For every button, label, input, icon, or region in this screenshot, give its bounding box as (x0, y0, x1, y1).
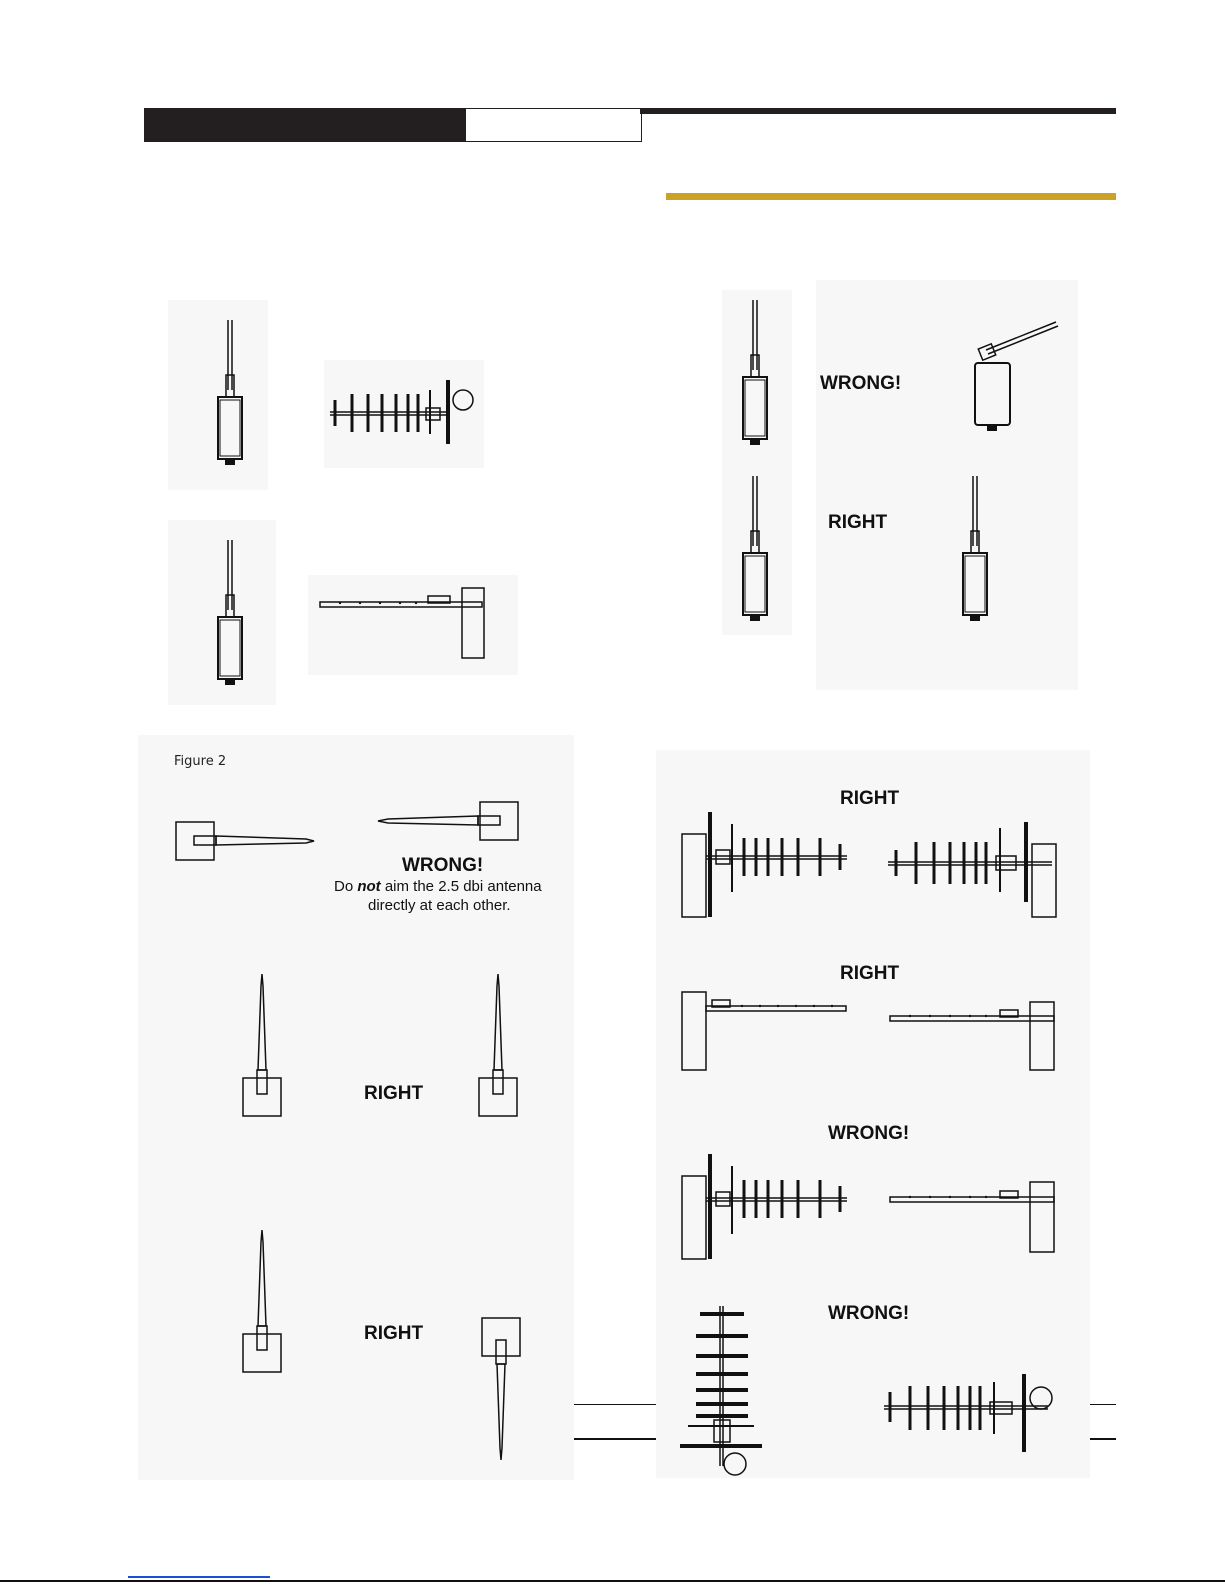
header-dark-bar (144, 108, 466, 142)
radio-unit-with-antenna-icon (210, 540, 250, 690)
antenna-vertical-icon (478, 972, 520, 1120)
antenna-vertical-icon (242, 972, 284, 1120)
label-wrong: WRONG! (820, 373, 902, 394)
accent-rule (666, 193, 1116, 200)
footer-rule (574, 1404, 656, 1405)
yagi-antenna-side-view-icon (320, 588, 490, 658)
label-wrong: WRONG! (828, 1123, 910, 1144)
bottom-page-rule (0, 1580, 1225, 1582)
label-wrong: WRONG! (828, 1303, 910, 1324)
yagi-side-right-icon (890, 1002, 1055, 1070)
radio-unit-with-antenna-icon (210, 320, 250, 470)
footer-rule (1090, 1404, 1116, 1405)
label-right: RIGHT (828, 512, 888, 533)
radio-unit-tilted-antenna-icon (972, 322, 1062, 437)
antenna-vertical-up-icon (242, 1228, 284, 1376)
yagi-side-left-icon (682, 992, 852, 1070)
antenna-horizontal-left-icon (176, 820, 326, 862)
label-right: RIGHT (364, 1083, 424, 1104)
header-white-box (465, 108, 642, 142)
label-right: RIGHT (840, 963, 900, 984)
label-right: RIGHT (840, 788, 900, 809)
radio-unit-vertical-antenna-icon (735, 300, 775, 450)
antenna-vertical-down-icon (481, 1316, 523, 1464)
yagi-mounted-right-icon (888, 822, 1058, 917)
label-wrong-fig2: WRONG! (402, 855, 484, 876)
figure-2-label: Figure 2 (174, 754, 227, 769)
caption-line-1: Do not aim the 2.5 dbi antenna (334, 878, 542, 895)
yagi-vertical-icon (680, 1306, 770, 1478)
yagi-side-right-icon (890, 1182, 1055, 1252)
radio-unit-vertical-antenna-icon (955, 476, 995, 626)
footer-rule (574, 1438, 656, 1440)
footer-rule (1090, 1438, 1116, 1440)
header-thin-rule (640, 108, 1116, 114)
bottom-link-underline[interactable] (128, 1576, 270, 1578)
antenna-horizontal-right-icon (374, 800, 524, 842)
yagi-antenna-top-view-icon (330, 380, 490, 444)
radio-unit-vertical-antenna-icon (735, 476, 775, 626)
yagi-top-view-icon (884, 1374, 1054, 1452)
label-right: RIGHT (364, 1323, 424, 1344)
caption-line-2: directly at each other. (368, 897, 511, 914)
yagi-mounted-left-icon (682, 1154, 852, 1259)
yagi-mounted-left-icon (682, 812, 852, 917)
